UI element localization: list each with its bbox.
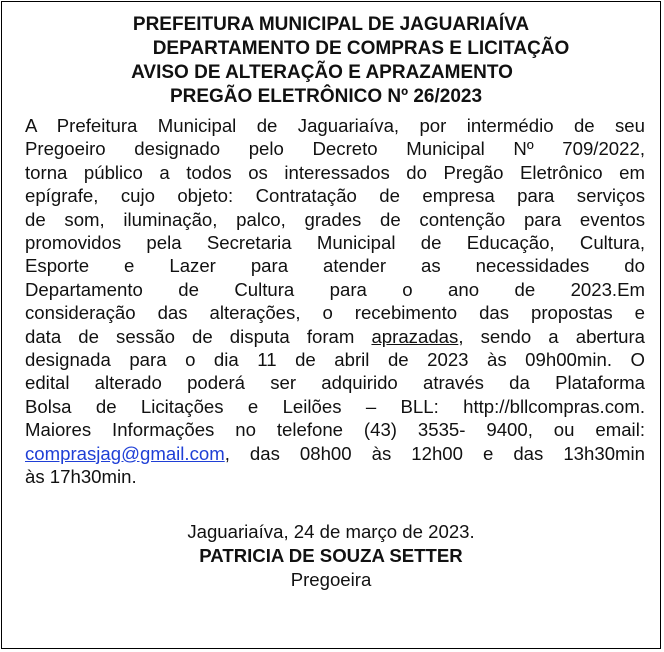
body-line: Pregoeiro designado pelo Decreto Municipal Nº 709/2022, (25, 138, 645, 160)
notice-body (25, 114, 645, 489)
body-line: Departamento de Cultura para o ano de 2023.Em (25, 278, 645, 300)
body-line: Bolsa de Licitações e Leilões – BLL: http://bllcompras.com. (25, 395, 645, 417)
underlined-word: aprazadas (371, 325, 459, 347)
body-line (25, 325, 645, 348)
body-line: edital alterado poderá ser adquirido através da Plataforma (25, 372, 645, 394)
body-text-segment: , das 08h00 às 12h00 e das 13h30min (224, 442, 645, 464)
body-text-segment: , sendo a abertura (458, 325, 645, 347)
body-line: epígrafe, cujo objeto: Contratação de empresa para serviços (25, 185, 645, 207)
body-line: torna público a todos os interessados do Pregão Eletrônico em (25, 161, 645, 183)
email-link[interactable]: comprasjag@gmail.com (25, 442, 225, 464)
body-line: Esporte e Lazer para atender as necessidades do (25, 255, 645, 277)
signer-name: PATRICIA DE SOUZA SETTER (199, 545, 463, 566)
body-line: às 17h30min. (25, 466, 137, 488)
body-line: consideração das alterações, o recebimento das propostas e (25, 302, 645, 324)
signer-role: Pregoeira (290, 569, 372, 590)
body-line: Maiores Informações no telefone (43) 3535- 9400, ou email: (25, 419, 645, 441)
body-line: A Prefeitura Municipal de Jaguariaíva, por intermédio de seu (25, 115, 645, 136)
body-line: designada para o dia 11 de abril de 2023 às 09h00min. O (25, 349, 645, 371)
body-line: de som, iluminação, palco, grades de contenção para eventos (25, 208, 645, 230)
body-line: promovidos pela Secretaria Municipal de Educação, Cultura, (25, 232, 645, 254)
notice-document (1, 1, 661, 649)
body-line (25, 442, 645, 465)
body-text-segment: data de sessão de disputa foram (25, 325, 355, 347)
header-department: DEPARTAMENTO DE COMPRAS E LICITAÇÃO (152, 38, 570, 59)
header-notice-type: AVISO DE ALTERAÇÃO E APRAZAMENTO (131, 62, 513, 83)
place-date: Jaguariaíva, 24 de março de 2023. (187, 521, 475, 542)
header-municipality: PREFEITURA MUNICIPAL DE JAGUARIAÍVA (132, 14, 530, 35)
header-auction-number: PREGÃO ELETRÔNICO Nº 26/2023 (169, 86, 483, 107)
